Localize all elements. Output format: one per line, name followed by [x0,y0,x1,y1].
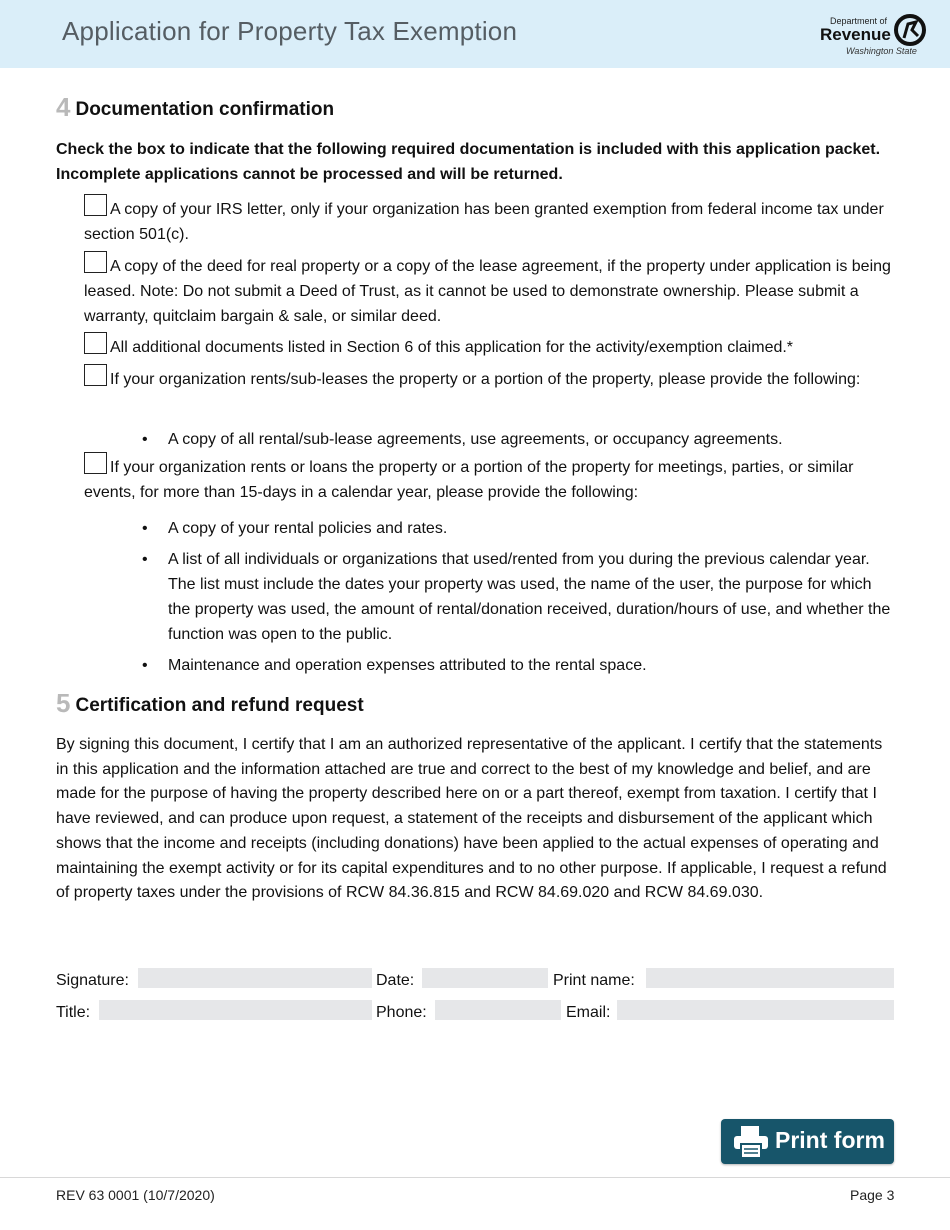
email-field[interactable] [617,1000,894,1020]
logo-state-text: Washington State [846,46,917,56]
signature-field[interactable] [138,968,372,988]
title-field[interactable] [99,1000,372,1020]
print-form-label: Print form [775,1127,885,1153]
bullet-dot: • [142,431,148,448]
bullet-dot: • [142,551,148,568]
date-field[interactable] [422,968,548,988]
print-form-button[interactable] [721,1119,894,1164]
doc-item-text: If your organization rents or loans the property or a portion of the property for meetings, parties, or similar events, for more than 15-days in a calendar year, please provide the following: [84,459,854,501]
logo-emblem-icon [894,14,926,46]
phone-label: Phone: [376,1004,427,1021]
doc-item-events-rental [84,452,896,505]
sublease-checkbox[interactable] [84,364,107,386]
section-4-title: Documentation confirmation [75,99,335,120]
signature-label: Signature: [56,972,129,989]
bullet-text: A copy of all rental/sub-lease agreements, use agreements, or occupancy agreements. [168,431,783,448]
email-label: Email: [566,1004,611,1021]
doc-item-text: A copy of your IRS letter, only if your organization has been granted exemption from federal income tax under section 501(c). [84,201,884,243]
bullet-dot: • [142,657,148,674]
page-title: Application for Property Tax Exemption [62,16,518,46]
doc-item-deed-lease [84,251,896,329]
title-label: Title: [56,1004,91,1021]
bullet-text: A list of all individuals or organizations that used/rented from you during the previous calendar year. The list must include the dates your property was used, the name of the user, the purpose for which the property was used, the amount of rental/donation received, duration/hours of use, and whether the function was open to the public. [168,551,891,643]
bullet-text: Maintenance and operation expenses attributed to the rental space. [168,657,647,674]
doc-item-text: A copy of the deed for real property or a copy of the lease agreement, if the property under application is being leased. Note: Do not submit a Deed of Trust, as it cannot be used to demonstrate ownership. Please submit a warranty, quitclaim bargain & sale, or similar deed. [84,258,891,325]
page-number: Page 3 [850,1187,895,1203]
logo-department-text: Department of [830,16,888,26]
print-name-label: Print name: [553,972,635,989]
print-name-field[interactable] [646,968,894,988]
department-of-revenue-logo [818,12,930,58]
doc-item-text: All additional documents listed in Section 6 of this application for the activity/exemption claimed.* [110,339,794,356]
events-bullet-item [142,516,892,541]
form-id: REV 63 0001 (10/7/2020) [56,1187,215,1203]
printer-icon [732,1125,770,1159]
section-4-heading [56,92,334,123]
deed-lease-checkbox[interactable] [84,251,107,273]
bullet-text: A copy of your rental policies and rates. [168,520,448,537]
doc-item-irs-letter [84,194,896,247]
doc-item-text: If your organization rents/sub-leases the property or a portion of the property, please provide the following: [110,371,861,388]
section-4-number: 4 [56,92,71,122]
logo-name-text: Revenue [820,25,891,44]
doc-item-sublease [84,364,896,392]
section-5-number: 5 [56,688,71,718]
footer-divider [0,1177,950,1178]
date-label: Date: [376,972,415,989]
section-5-title: Certification and refund request [75,695,364,716]
phone-field[interactable] [435,1000,561,1020]
irs-letter-checkbox[interactable] [84,194,107,216]
bullet-dot: • [142,520,148,537]
doc-item-section6-documents [84,332,896,360]
section-5-heading [56,688,364,719]
section6-documents-checkbox[interactable] [84,332,107,354]
section-4-instructions: Check the box to indicate that the following required documentation is included with this application packet. Incomplete applications cannot be processed and will be returned. [56,141,881,183]
sublease-bullet-item [142,427,892,452]
certification-text: By signing this document, I certify that I am an authorized representative of the applicant. I certify that the statements in this application and the information attached are true and correct to the best of my knowledge and belief, and are made for the purpose of having the property described here on or a part thereof, exempt from taxation. I certify that I have reviewed, and can produce upon request, a statement of the receipts and disbursement of the applicant which shows that the income and receipts (including donations) have been applied to the actual expenses of operating and maintaining the exempt activity or for its capital expenditures and to no other purpose. If applicable, I request a refund of property taxes under the provisions of RCW 84.36.815 and RCW 84.69.020 and RCW 84.69.030. [56,736,887,902]
events-bullet-item [142,547,892,647]
events-bullet-item [142,653,892,678]
page-header [0,0,950,68]
events-rental-checkbox[interactable] [84,452,107,474]
